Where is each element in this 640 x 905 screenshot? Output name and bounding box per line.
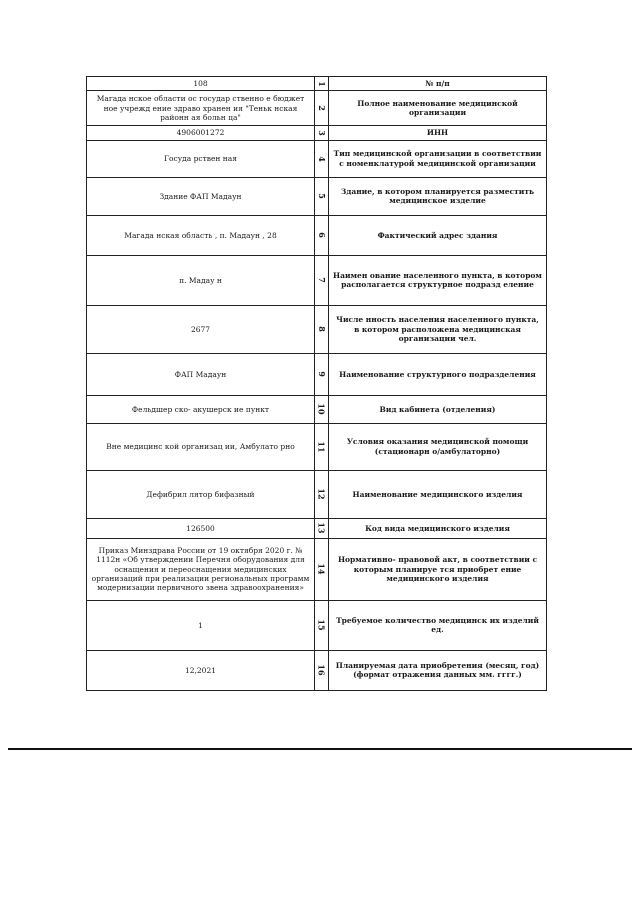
value-cell: Дефибрил лятор бифазный [87, 470, 315, 518]
table-row [87, 77, 547, 91]
medical-equipment-table [86, 76, 547, 691]
value-cell: 1 [87, 600, 315, 650]
row-number: 15 [315, 600, 329, 650]
label-cell: Требуемое количество медицинск их изделий ед. [329, 600, 547, 650]
row-number: 10 [315, 395, 329, 423]
label-cell: Тип медицинской организации в соответствии с номенклатурой медицинской организации [329, 140, 547, 177]
value-cell: 108 [87, 77, 315, 91]
label-cell: Планируемая дата приобретения (месяц, год) (формат отражения данных мм. гггг.) [329, 650, 547, 690]
page-divider [8, 748, 632, 750]
table-row [87, 650, 547, 690]
value-cell: Вне медицинс кой организац ии, Амбулато рно [87, 423, 315, 470]
label-cell: Числе нность населения населенного пункта, в котором расположена медицинская организации чел. [329, 305, 547, 353]
table-row [87, 600, 547, 650]
value-cell: Магада нская область , п. Мадаун , 28 [87, 215, 315, 255]
row-number: 6 [315, 215, 329, 255]
label-cell: ИНН [329, 126, 547, 140]
row-number: 8 [315, 305, 329, 353]
label-cell: Полное наименование медицинской организации [329, 91, 547, 126]
label-cell: Наименование медицинского изделия [329, 470, 547, 518]
row-number: 3 [315, 126, 329, 140]
table-row [87, 255, 547, 305]
label-cell: Вид кабинета (отделения) [329, 395, 547, 423]
value-cell: 4906001272 [87, 126, 315, 140]
row-number: 1 [315, 77, 329, 91]
table-row [87, 91, 547, 126]
value-cell: 126500 [87, 518, 315, 538]
value-cell: ФАП Мадаун [87, 353, 315, 395]
row-number: 9 [315, 353, 329, 395]
table-row [87, 395, 547, 423]
row-number: 7 [315, 255, 329, 305]
label-cell: Наимен ование населенного пункта, в котором располагается структурное подразд еление [329, 255, 547, 305]
table-row [87, 518, 547, 538]
value-cell: Фельдшер ско- акушерск ие пункт [87, 395, 315, 423]
label-cell: Здание, в котором планируется разместить медицинское изделие [329, 177, 547, 215]
value-cell: 12,2021 [87, 650, 315, 690]
value-cell: Здание ФАП Мадаун [87, 177, 315, 215]
table-row [87, 353, 547, 395]
value-cell: 2677 [87, 305, 315, 353]
table-row [87, 423, 547, 470]
row-number: 13 [315, 518, 329, 538]
table-row [87, 126, 547, 140]
label-cell: Нормативно- правовой акт, в соответствии с которым планируе тся приобрет ение медицинского изделия [329, 538, 547, 600]
table-row [87, 470, 547, 518]
table-row [87, 215, 547, 255]
row-number: 16 [315, 650, 329, 690]
value-cell: Магада нское области ос государ ственно е бюджет ное учрежд ение здраво хранен ия "Теньк нская районн ая больн ца" [87, 91, 315, 126]
label-cell: Код вида медицинского изделия [329, 518, 547, 538]
label-cell: Фактический адрес здания [329, 215, 547, 255]
value-cell: Приказ Минздрава России от 19 октября 2020 г. № 1112н «Об утверждении Перечня оборудования для оснащения и переоснащения медицинских организаций при реализации региональных программ модернизации первичного звена здравоохранения» [87, 538, 315, 600]
row-number: 11 [315, 423, 329, 470]
row-number: 4 [315, 140, 329, 177]
row-number: 14 [315, 538, 329, 600]
row-number: 2 [315, 91, 329, 126]
table-row [87, 538, 547, 600]
label-cell: Условия оказания медицинской помощи (стационарн о/амбулаторно) [329, 423, 547, 470]
table-row [87, 177, 547, 215]
value-cell: Госуда рствен ная [87, 140, 315, 177]
row-number: 12 [315, 470, 329, 518]
value-cell: п. Мадау н [87, 255, 315, 305]
label-cell: № п/п [329, 77, 547, 91]
label-cell: Наименование структурного подразделения [329, 353, 547, 395]
table-row [87, 140, 547, 177]
table-row [87, 305, 547, 353]
row-number: 5 [315, 177, 329, 215]
